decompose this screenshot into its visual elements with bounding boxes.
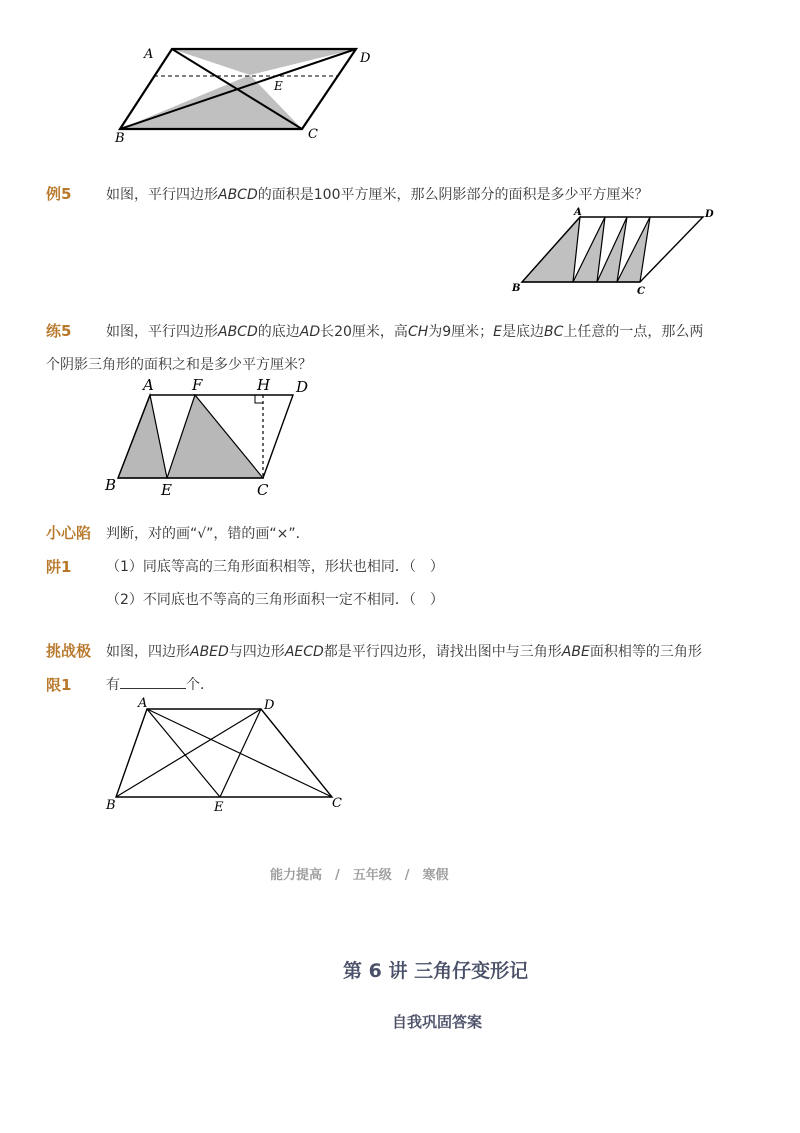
example-5-label: 例5	[46, 185, 72, 203]
point-C: C	[308, 127, 318, 142]
challenge-1-question-line1: 如图，四边形ABED与四边形AECD都是平行四边形，请找出图中与三角形ABE面积相等的三角形	[106, 644, 702, 660]
point-B: B	[105, 476, 117, 494]
point-D: D	[360, 51, 371, 66]
practice-5-figure	[100, 373, 320, 503]
practice-5-question-line1: 如图，平行四边形ABCD的底边AD长20厘米，高CH为9厘米；E是底边BC上任意的一点，那么两	[106, 324, 704, 340]
point-D: D	[705, 209, 714, 220]
example-5-figure	[505, 205, 725, 297]
point-A: A	[144, 47, 154, 62]
trap-1-intro: 判断，对的画“√”，错的画“×”．	[106, 526, 310, 542]
point-A: A	[138, 696, 148, 711]
point-A: A	[574, 207, 582, 218]
point-C: C	[332, 796, 342, 811]
example-5-question: 如图，平行四边形ABCD的面积是100平方厘米，那么阴影部分的面积是多少平方厘米？	[106, 187, 649, 203]
point-C: C	[257, 481, 269, 499]
point-H: H	[257, 376, 271, 394]
point-D: D	[264, 698, 275, 713]
shaded-triangle-top	[172, 49, 356, 75]
trap-1-item-2: （2）不同底也不等高的三角形面积一定不相同．（ ）	[106, 592, 444, 608]
point-E: E	[214, 800, 224, 815]
point-B: B	[115, 131, 125, 146]
point-B: B	[512, 283, 521, 294]
answers-subtitle: 自我巩固答案	[392, 1013, 483, 1031]
point-C: C	[637, 286, 645, 297]
lecture-title: 第 6 讲 三角仔变形记	[343, 960, 529, 982]
parallelogram-figure-top	[110, 40, 380, 150]
trap-1-item-1: （1）同底等高的三角形面积相等，形状也相同．（ ）	[106, 559, 444, 575]
shaded-triangle-FEC	[167, 395, 263, 478]
practice-5-label: 练5	[46, 322, 72, 340]
challenge-1-label-line1: 挑战极	[46, 642, 92, 660]
challenge-1-label-line2: 限1	[46, 676, 72, 694]
challenge-1-question-line2: 有 个．	[106, 677, 214, 693]
challenge-1-figure	[100, 692, 350, 817]
point-D: D	[296, 378, 309, 396]
practice-5-question-line2: 个阴影三角形的面积之和是多少平方厘米？	[46, 357, 312, 373]
point-E: E	[161, 481, 172, 499]
page-footer: 能力提高 / 五年级 / 寒假	[270, 868, 449, 883]
shaded-triangle-ABE	[118, 395, 167, 478]
trap-1-label-line2: 阱1	[46, 558, 72, 576]
trap-1-label-line1: 小心陷	[46, 524, 92, 542]
point-F: F	[192, 376, 203, 394]
point-A: A	[143, 376, 154, 394]
point-B: B	[106, 798, 116, 813]
answer-blank[interactable]	[120, 688, 186, 689]
point-E: E	[274, 79, 283, 93]
